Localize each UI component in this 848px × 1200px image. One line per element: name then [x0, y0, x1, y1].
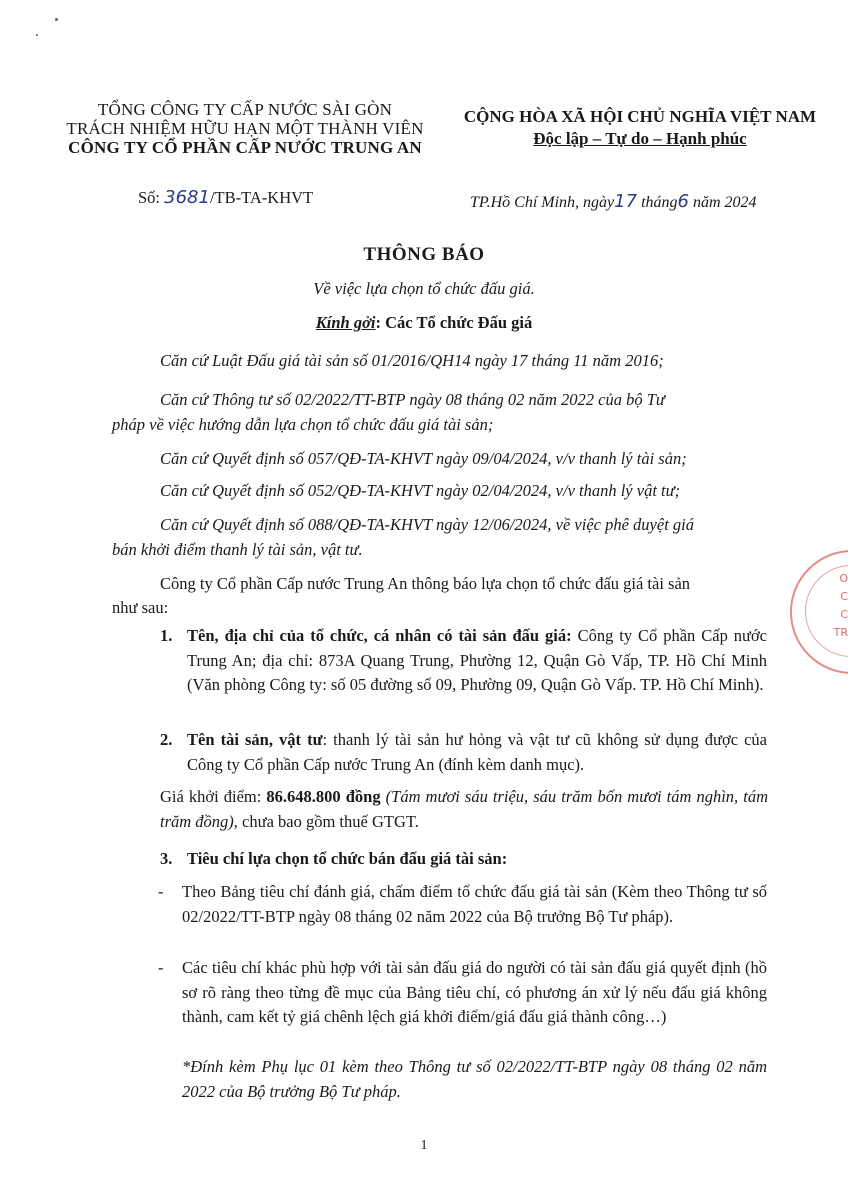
company-seal-text: O C C TR — [833, 572, 848, 639]
intro-line: Công ty Cổ phần Cấp nước Trung An thông báo lựa chọn tổ chức đấu giá tài sản — [160, 574, 691, 593]
parent-company: TỔNG CÔNG TY CẤP NƯỚC SÀI GÒN — [97, 100, 393, 119]
basis-3: Căn cứ Quyết định số 057/QĐ-TA-KHVT ngày 09/04/2024, v/v thanh lý tài sản; — [160, 449, 687, 468]
document-title: THÔNG BÁO — [363, 244, 485, 265]
basis-2-cont: pháp về việc hướng dẫn lựa chọn tổ chức đấu giá tài sản; — [112, 415, 494, 434]
header-right — [440, 106, 840, 150]
company-type: TRÁCH NHIỆM HỮU HẠN MỘT THÀNH VIÊN — [66, 119, 424, 138]
starting-price: Giá khởi điểm: 86.648.800 đồng (Tám mươi sáu triệu, sáu trăm bốn mươi tám nghìn, tám trăm đồng), chưa bao gồm thuế GTGT. — [160, 787, 768, 831]
bullet-dash: - — [158, 958, 164, 977]
criteria-item-1: Theo Bảng tiêu chí đánh giá, chấm điểm tổ chức đấu giá tài sản (Kèm theo Thông tư số 02/2022/TT-BTP ngày 08 tháng 02 năm 2022 của Bộ trưởng Bộ Tư pháp). — [182, 882, 767, 926]
handwritten-month: 6 — [677, 191, 689, 212]
criteria-item-2: Các tiêu chí khác phù hợp với tài sản đấu giá do người có tài sản đấu giá quyết định (hồ sơ rõ ràng theo từng đề mục của Bảng tiêu chí, có phương án xử lý nếu đấu giá không thành, cam kết tỷ giá chênh lệch giá khởi điểm/giá đấu giá thành công…) — [182, 958, 767, 1026]
national-motto: Độc lập – Tự do – Hạnh phúc — [533, 129, 747, 148]
basis-4: Căn cứ Quyết định số 052/QĐ-TA-KHVT ngày 02/04/2024, v/v thanh lý vật tư; — [160, 481, 681, 500]
basis-1: Căn cứ Luật Đấu giá tài sản số 01/2016/QH14 ngày 17 tháng 11 năm 2016; — [160, 351, 664, 370]
page-number: 1 — [420, 1138, 428, 1153]
scan-speck — [36, 34, 38, 36]
section-1: Tên, địa chỉ của tổ chức, cá nhân có tài sản đấu giá: Công ty Cổ phần Cấp nước Trung An; địa chỉ: 873A Quang Trung, Phường 12, Quận Gò Vấp, TP. Hồ Chí Minh (Văn phòng Công ty: số 05 đường số 09, Phường 09, Quận Gò Vấp. TP. Hồ Chí Minh). — [187, 626, 767, 694]
document-subtitle: Về việc lựa chọn tổ chức đấu giá. — [313, 279, 535, 298]
basis-2: Căn cứ Thông tư số 02/2022/TT-BTP ngày 08 tháng 02 năm 2022 của bộ Tư — [160, 390, 665, 409]
handwritten-number: 3681 — [164, 187, 210, 208]
intro-line-2: như sau: — [112, 598, 169, 617]
handwritten-day: 17 — [614, 191, 638, 212]
document-number: Số: 3681/TB-TA-KHVT — [138, 187, 314, 208]
basis-5: Căn cứ Quyết định số 088/QĐ-TA-KHVT ngày 12/06/2024, về việc phê duyệt giá — [160, 515, 695, 534]
section-3-heading: Tiêu chí lựa chọn tổ chức bán đấu giá tài sản: — [187, 849, 508, 868]
document-date: TP.Hồ Chí Minh, ngày17 tháng6 năm 2024 — [470, 191, 757, 212]
attachment-note: *Đính kèm Phụ lục 01 kèm theo Thông tư số 02/2022/TT-BTP ngày 08 tháng 02 năm 2022 của Bộ trưởng Bộ Tư pháp. — [182, 1057, 767, 1101]
company-name: CÔNG TY CỔ PHẦN CẤP NƯỚC TRUNG AN — [68, 138, 422, 157]
price-amount: 86.648.800 đồng — [266, 787, 381, 806]
bullet-dash: - — [158, 882, 164, 901]
national-title: CỘNG HÒA XÃ HỘI CHỦ NGHĨA VIỆT NAM — [463, 107, 817, 126]
section-2: Tên tài sản, vật tư: thanh lý tài sản hư hỏng và vật tư cũ không sử dụng được của Công ty Cổ phần Cấp nước Trung An (đính kèm danh mục). — [187, 730, 768, 774]
basis-5-cont: bán khởi điểm thanh lý tài sản, vật tư. — [112, 540, 363, 559]
section-1-number: 1. — [160, 626, 173, 645]
salutation: Kính gởi: Các Tổ chức Đấu giá — [315, 313, 533, 332]
header-left — [40, 100, 450, 157]
scan-speck — [55, 18, 58, 21]
section-3-number: 3. — [160, 849, 173, 868]
section-2-number: 2. — [160, 730, 173, 749]
